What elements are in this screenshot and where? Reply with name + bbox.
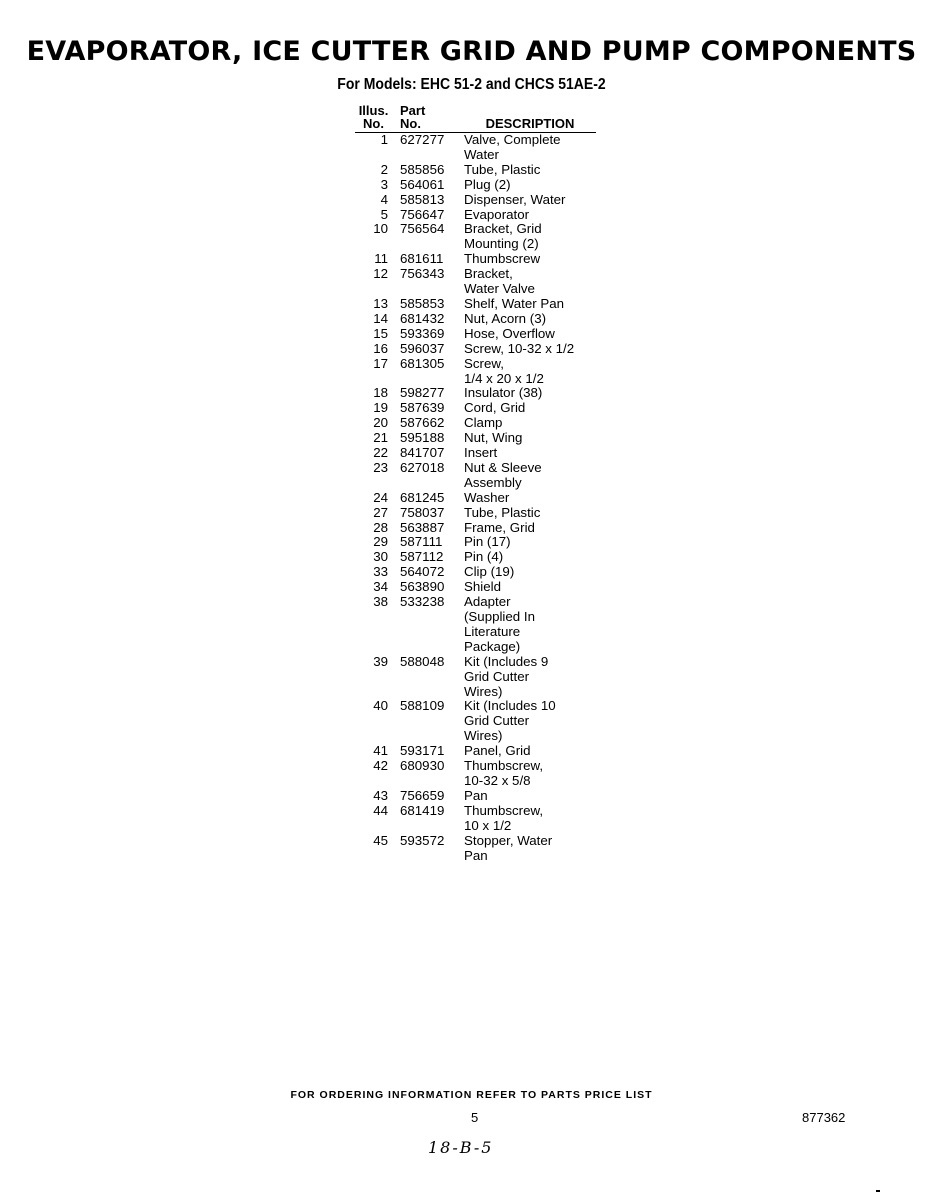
parts-table (355, 104, 596, 863)
header-row (355, 104, 596, 133)
illus-no-cell: 19 (373, 400, 388, 416)
corner-mark (876, 1190, 880, 1192)
illus-no-cell: 43 (373, 787, 388, 803)
description-cell: Pin (4) (464, 549, 504, 565)
description-cell: Screw, 10-32 x 1/2 (464, 340, 575, 356)
table-row (355, 386, 596, 401)
part-no-cell: 587112 (400, 549, 444, 565)
part-no-header (400, 104, 464, 133)
illus-header-line2: No. (363, 116, 384, 131)
part-no-cell: 756564 (400, 221, 445, 237)
description-cell: Pan (464, 787, 488, 803)
description-cell: Nut, Acorn (3) (464, 310, 547, 326)
illus-no-cell: 40 (373, 698, 388, 714)
description-cell: Thumbscrew, 10 x 1/2 (464, 802, 544, 833)
description-cell: Insulator (38) (464, 385, 543, 401)
table-row (355, 655, 596, 700)
illus-no-cell: 27 (373, 504, 388, 520)
illus-no-cell: 39 (373, 653, 388, 669)
description-cell: Insert (464, 445, 498, 461)
part-no-cell: 564061 (400, 176, 445, 192)
description-cell: Bracket, Grid Mounting (2) (464, 221, 542, 252)
table-row (355, 401, 596, 416)
illus-no-cell: 16 (373, 340, 388, 356)
document-number: 877362 (802, 1110, 846, 1125)
illus-no-cell: 42 (373, 758, 388, 774)
description-cell: Valve, Complete Water (464, 132, 561, 162)
table-row (355, 342, 596, 357)
table-row (355, 565, 596, 580)
description-cell: Thumbscrew (464, 251, 541, 267)
part-no-cell: 587111 (400, 534, 443, 550)
part-no-cell: 585856 (400, 161, 445, 177)
description-cell: Pin (17) (464, 534, 511, 550)
part-no-cell: 533238 (400, 594, 445, 610)
illus-no-cell: 2 (380, 161, 388, 177)
part-no-cell: 587662 (400, 415, 445, 431)
illus-no-cell: 30 (373, 549, 388, 565)
table-row (355, 535, 596, 550)
table-row (355, 178, 596, 193)
illus-no-cell: 11 (374, 251, 388, 267)
table-row (355, 804, 596, 834)
description-cell: Clamp (464, 415, 503, 431)
illus-no-cell: 33 (373, 564, 388, 580)
illus-no-cell: 3 (380, 176, 388, 192)
illus-no-cell: 4 (380, 191, 388, 207)
table-row (355, 699, 596, 744)
parts-table-header (355, 104, 596, 133)
illus-no-cell: 23 (373, 459, 388, 475)
illus-no-cell: 10 (373, 221, 388, 237)
table-row (355, 357, 596, 387)
table-row (355, 222, 596, 252)
description-cell: Thumbscrew, 10-32 x 5/8 (464, 758, 544, 788)
part-no-cell: 563887 (400, 519, 445, 535)
part-no-cell: 593171 (400, 743, 445, 759)
handwritten-note: 18-B-5 (428, 1138, 494, 1157)
part-no-cell: 598277 (400, 385, 445, 401)
illus-no-cell: 5 (380, 206, 388, 222)
part-no-cell: 756647 (400, 206, 445, 222)
part-no-cell: 756343 (400, 266, 445, 282)
illus-no-header (355, 104, 400, 133)
part-no-cell: 588109 (400, 698, 445, 714)
part-no-cell: 595188 (400, 430, 445, 446)
illus-no-cell: 38 (373, 594, 388, 610)
part-no-cell: 587639 (400, 400, 445, 416)
description-cell: Evaporator (464, 206, 530, 222)
illus-no-cell: 15 (373, 325, 388, 341)
table-row (355, 789, 596, 804)
illus-no-cell: 18 (373, 385, 388, 401)
page-number: 5 (471, 1110, 479, 1125)
table-row (355, 550, 596, 565)
part-no-cell: 680930 (400, 758, 445, 774)
part-no-cell: 585853 (400, 295, 445, 311)
table-row (355, 521, 596, 536)
description-cell: Panel, Grid (464, 743, 531, 759)
description-cell: Stopper, Water Pan (464, 832, 553, 863)
table-row (355, 759, 596, 789)
illus-no-cell: 20 (373, 415, 388, 431)
description-cell: Tube, Plastic (464, 161, 541, 177)
illus-no-cell: 14 (373, 310, 388, 326)
table-row (355, 834, 596, 864)
illus-no-cell: 1 (380, 132, 388, 147)
illus-no-cell: 41 (373, 743, 388, 759)
part-no-cell: 681305 (400, 355, 445, 371)
illus-no-cell: 21 (373, 430, 388, 446)
table-row (355, 461, 596, 491)
illus-no-cell: 44 (373, 802, 388, 818)
part-header-line1: Part (400, 103, 426, 118)
part-no-cell: 841707 (400, 445, 445, 461)
parts-table-body (355, 133, 596, 864)
part-no-cell: 596037 (400, 340, 445, 356)
table-row (355, 193, 596, 208)
part-no-cell: 681611 (400, 251, 444, 267)
description-cell: Shelf, Water Pan (464, 295, 565, 311)
description-cell: Tube, Plastic (464, 504, 541, 520)
illus-no-cell: 45 (373, 832, 388, 848)
part-no-cell: 758037 (400, 504, 445, 520)
description-cell: Kit (Includes 10 Grid Cutter Wires) (464, 698, 556, 744)
table-row (355, 416, 596, 431)
part-no-cell: 627018 (400, 459, 445, 475)
description-cell: Adapter (Supplied In Literature Package) (464, 594, 535, 654)
description-cell: Dispenser, Water (464, 191, 566, 207)
part-no-cell: 585813 (400, 191, 445, 207)
part-no-cell: 681432 (400, 310, 445, 326)
table-row (355, 327, 596, 342)
part-no-cell: 681419 (400, 802, 445, 818)
description-cell: Screw, 1/4 x 20 x 1/2 (464, 355, 544, 386)
table-row (355, 297, 596, 312)
part-no-cell: 563890 (400, 579, 445, 595)
table-row (355, 744, 596, 759)
table-row (355, 267, 596, 297)
illus-no-cell: 28 (373, 519, 388, 535)
part-no-cell: 593369 (400, 325, 445, 341)
description-cell: Bracket, Water Valve (464, 266, 535, 297)
part-header-line2: No. (400, 116, 421, 131)
description-cell: Washer (464, 489, 510, 505)
part-no-cell: 681245 (400, 489, 445, 505)
description-cell: Nut, Wing (464, 430, 523, 446)
table-row (355, 446, 596, 461)
illus-no-cell: 17 (373, 355, 388, 371)
table-row (355, 312, 596, 327)
table-row (355, 580, 596, 595)
illus-no-cell: 12 (373, 266, 388, 282)
page-title: EVAPORATOR, ICE CUTTER GRID AND PUMP COMPONENTS (26, 36, 917, 67)
illus-no-cell: 22 (373, 445, 388, 461)
part-no-cell: 756659 (400, 787, 445, 803)
part-no-cell: 588048 (400, 653, 445, 669)
part-no-cell: 593572 (400, 832, 445, 848)
illus-header-line1: Illus. (358, 103, 389, 118)
description-cell: Hose, Overflow (464, 325, 555, 341)
ordering-info-note: FOR ORDERING INFORMATION REFER TO PARTS PRICE LIST (290, 1089, 653, 1101)
description-cell: Frame, Grid (464, 519, 535, 535)
description-cell: Plug (2) (464, 176, 511, 192)
table-row (355, 431, 596, 446)
description-cell: Shield (464, 579, 501, 595)
illus-no-cell: 24 (373, 489, 388, 505)
table-row (355, 208, 596, 223)
illus-no-cell: 29 (373, 534, 388, 550)
table-row (355, 163, 596, 178)
page-subtitle: For Models: EHC 51-2 and CHCS 51AE-2 (337, 73, 606, 93)
illus-no-cell: 13 (373, 295, 388, 311)
table-row (355, 595, 596, 655)
table-row (355, 506, 596, 521)
description-cell: Nut & Sleeve Assembly (464, 459, 542, 490)
table-row (355, 133, 596, 163)
description-header: DESCRIPTION (464, 104, 596, 133)
part-no-cell: 564072 (400, 564, 445, 580)
description-cell: Clip (19) (464, 564, 515, 580)
table-row (355, 252, 596, 267)
illus-no-cell: 34 (373, 579, 388, 595)
table-row (355, 491, 596, 506)
description-cell: Kit (Includes 9 Grid Cutter Wires) (464, 653, 549, 699)
description-cell: Cord, Grid (464, 400, 526, 416)
part-no-cell: 627277 (400, 132, 445, 147)
